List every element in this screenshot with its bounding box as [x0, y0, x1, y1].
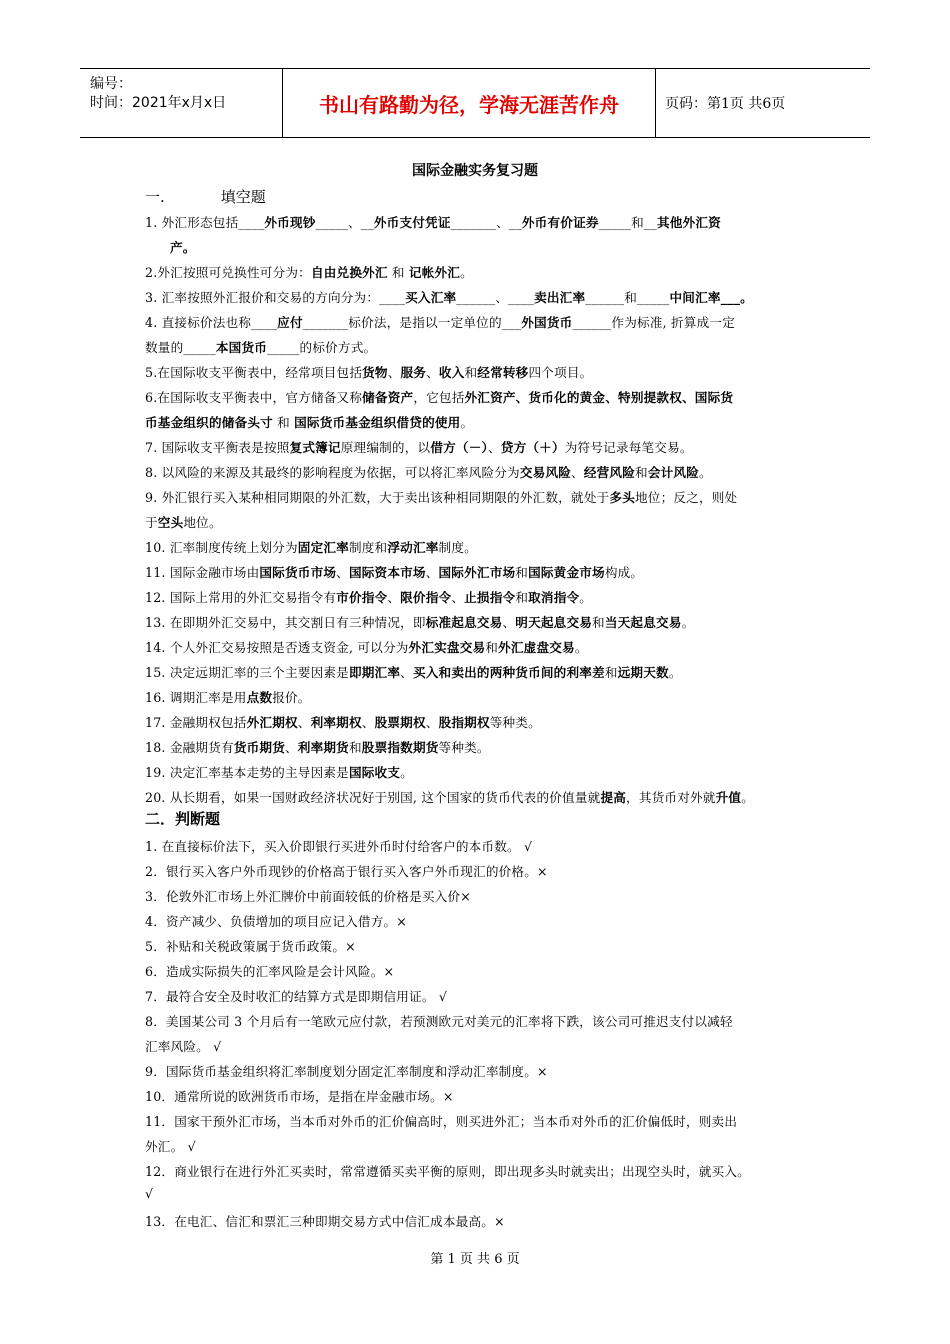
- judge-line: 10．通常所说的欧洲货币市场，是指在岸金融市场。×: [145, 1089, 454, 1104]
- header-page-info: 页码：第1页 共6页: [665, 96, 786, 112]
- judge-line: 13．在电汇、信汇和票汇三种即期交易方式中信汇成本最高。×: [145, 1214, 505, 1229]
- header-motto: 书山有路勤为径，学海无涯苦作舟: [282, 69, 656, 137]
- fill-q5: 5.在国际收支平衡表中，经常项目包括货物、服务、收入和经常转移四个项目。: [145, 365, 593, 380]
- judge-line: 3．伦敦外汇市场上外汇牌价中前面较低的价格是买入价×: [145, 889, 472, 904]
- fill-q9: 9. 外汇银行买入某种相同期限的外汇数，大于卖出该种相同期限的外汇数，就处于多头地位；反之，则处: [145, 490, 738, 505]
- fill-q4-cont: 数量的_____本国货币_____的标价方式。: [145, 340, 377, 355]
- judge-line: 11．国家干预外汇市场，当本币对外币的汇价偏高时，则买进外汇；当本币对外币的汇价偏低时，则卖出: [145, 1114, 738, 1129]
- page-header: [80, 68, 870, 138]
- header-meta: [80, 69, 280, 137]
- fill-q11: 11. 国际金融市场由国际货币市场、国际资本市场、国际外汇市场和国际黄金市场构成。: [145, 565, 644, 580]
- fill-q2: 2.外汇按照可兑换性可分为：自由兑换外汇 和 记帐外汇。: [145, 265, 473, 280]
- fill-q13: 13. 在即期外汇交易中，其交割日有三种情况，即标准起息交易、明天起息交易和当天起息交易。: [145, 615, 695, 630]
- judge-line: 7．最符合安全及时收汇的结算方式是即期信用证。 √: [145, 989, 448, 1004]
- fill-q6-cont: 币基金组织的储备头寸 和 国际货币基金组织借贷的使用。: [145, 415, 474, 430]
- judge-line: 6．造成实际损失的汇率风险是会计风险。×: [145, 964, 395, 979]
- fill-q12: 12. 国际上常用的外汇交易指令有市价指令、限价指令、止损指令和取消指令。: [145, 590, 593, 605]
- section-title: 填空题: [220, 188, 266, 206]
- document-title: 国际金融实务复习题: [412, 163, 538, 179]
- fill-q4: 4. 直接标价法也称____应付_______标价法，是指以一定单位的___外国货币______作为标准, 折算成一定: [145, 315, 735, 330]
- section-number: 一.: [145, 188, 165, 206]
- fill-q7: 7. 国际收支平衡表是按照复式簿记原理编制的，以借方（－）、贷方（＋）为符号记录每笔交易。: [145, 440, 693, 455]
- section-judge-heading: 二．判断题: [145, 810, 221, 828]
- fill-q15: 15. 决定远期汇率的三个主要因素是即期汇率、买入和卖出的两种货币间的利率差和远期天数。: [145, 665, 682, 680]
- fill-q19: 19. 决定汇率基本走势的主导因素是国际收支。: [145, 765, 413, 780]
- judge-line: 4．资产减少、负债增加的项目应记入借方。×: [145, 914, 408, 929]
- fill-q18: 18. 金融期货有货币期货、利率期货和股票指数期货等种类。: [145, 740, 490, 755]
- section-fill-heading: [145, 186, 266, 207]
- fill-q16: 16. 调期汇率是用点数报价。: [145, 690, 311, 705]
- fill-q14: 14. 个人外汇交易按照是否透支资金, 可以分为外汇实盘交易和外汇虚盘交易。: [145, 640, 588, 655]
- judge-line: 外汇。 √: [145, 1139, 196, 1154]
- fill-q9-cont: 于空头地位。: [145, 515, 222, 530]
- judge-line: 9．国际货币基金组织将汇率制度划分固定汇率制度和浮动汇率制度。×: [145, 1064, 548, 1079]
- judge-line: √: [145, 1186, 154, 1201]
- date-label: 时间：2021年x月x日: [90, 95, 227, 111]
- fill-q1: 1. 外汇形态包括____外币现钞_____、__外币支付凭证_______、__外币有价证券_____和__其他外汇资: [145, 215, 721, 230]
- number-label: 编号：: [90, 76, 132, 92]
- fill-q8: 8. 以风险的来源及其最终的影响程度为依据，可以将汇率风险分为交易风险、经营风险和会计风险。: [145, 465, 712, 480]
- judge-line: 8．美国某公司 3 个月后有一笔欧元应付款，若预测欧元对美元的汇率将下跌，该公司可推迟支付以减轻: [145, 1014, 733, 1029]
- fill-q20: 20. 从长期看，如果一国财政经济状况好于别国, 这个国家的货币代表的价值量就提高，其货币对外就升值。: [145, 790, 754, 805]
- judge-line: 2．银行买入客户外币现钞的价格高于银行买入客户外币现汇的价格。×: [145, 864, 548, 879]
- fill-q6: 6.在国际收支平衡表中，官方储备又称储备资产，它包括外汇资产、货币化的黄金、特别提款权、国际货: [145, 390, 734, 405]
- fill-q17: 17. 金融期权包括外汇期权、利率期权、股票期权、股指期权等种类。: [145, 715, 541, 730]
- judge-line: 5．补贴和关税政策属于货币政策。×: [145, 939, 356, 954]
- page-footer: 第 1 页 共 6 页: [430, 1252, 520, 1267]
- fill-q3: 3. 汇率按照外汇报价和交易的方向分为：____买入汇率______、____卖出汇率______和_____中间汇率___。: [145, 290, 753, 305]
- judge-line: 1. 在直接标价法下，买入价即银行买进外币时付给客户的本币数。 √: [145, 839, 533, 854]
- fill-q10: 10. 汇率制度传统上划分为固定汇率制度和浮动汇率制度。: [145, 540, 477, 555]
- fill-q1-cont: 产。: [170, 240, 196, 255]
- judge-line: 汇率风险。 √: [145, 1039, 222, 1054]
- judge-line: 12．商业银行在进行外汇买卖时，常常遵循买卖平衡的原则，即出现多头时就卖出；出现空头时，就买入。: [145, 1164, 750, 1179]
